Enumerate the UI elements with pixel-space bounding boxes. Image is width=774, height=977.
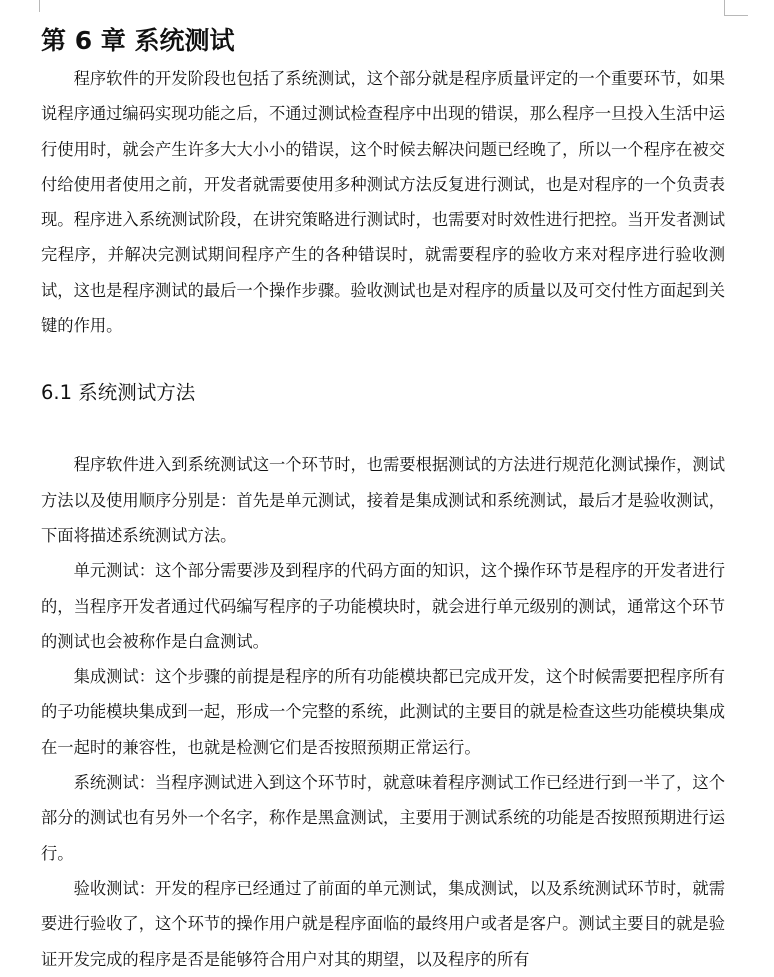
integration-testing-paragraph: 集成测试：这个步骤的前提是程序的所有功能模块都已完成开发，这个时候需要把程序所有的子功能模块集成到一起，形成一个完整的系统，此测试的主要目的就是检查这些功能模块集成在一起时的兼容性，也就是检测它们是否按照预期正常运行。 — [41, 667, 725, 757]
page-corner-mark-right-horizontal — [724, 15, 748, 16]
page-corner-mark-left — [39, 0, 40, 12]
system-testing-paragraph: 系统测试：当程序测试进入到这个环节时，就意味着程序测试工作已经进行到一半了，这个部分的测试也有另外一个名字，称作是黑盒测试，主要用于测试系统的功能是否按照预期进行运行。 — [41, 773, 725, 863]
acceptance-testing-paragraph: 验收测试：开发的程序已经通过了前面的单元测试，集成测试，以及系统测试环节时，就需要进行验收了，这个环节的操作用户就是程序面临的最终用户或者是客户。测试主要目的就是验证开发完成的程序是否是能够符合用户对其的期望，以及程序的所有 — [41, 878, 725, 969]
chapter-title: 第 6 章 系统测试 — [41, 26, 235, 55]
unit-testing-paragraph: 单元测试：这个部分需要涉及到程序的代码方面的知识，这个操作环节是程序的开发者进行的，当程序开发者通过代码编写程序的子功能模块时，就会进行单元级别的测试，通常这个环节的测试也会被称作是白盒测试。 — [41, 561, 725, 651]
document-page — [41, 24, 725, 977]
section-title: 6.1 系统测试方法 — [41, 381, 196, 405]
chapter-intro-paragraph: 程序软件的开发阶段也包括了系统测试，这个部分就是程序质量评定的一个重要环节，如果说程序通过编码实现功能之后，不通过测试检查程序中出现的错误，那么程序一旦投入生活中运行使用时，就会产生许多大大小小的错误，这个时候去解决问题已经晚了，所以一个程序在被交付给使用者使用之前，开发者就需要使用多种测试方法反复进行测试，也是对程序的一个负责表现。程序进入系统测试阶段，在讲究策略进行测试时，也需要对时效性进行把控。当开发者测试完程序，并解决完测试期间程序产生的各种错误时，就需要程序的验收方来对程序进行验收测试，这也是程序测试的最后一个操作步骤。验收测试也是对程序的质量以及可交付性方面起到关键的作用。 — [41, 69, 725, 336]
section-intro-paragraph: 程序软件进入到系统测试这一个环节时，也需要根据测试的方法进行规范化测试操作，测试方法以及使用顺序分别是：首先是单元测试，接着是集成测试和系统测试，最后才是验收测试，下面将描述系统测试方法。 — [41, 455, 725, 545]
page-corner-mark-right — [724, 0, 725, 15]
